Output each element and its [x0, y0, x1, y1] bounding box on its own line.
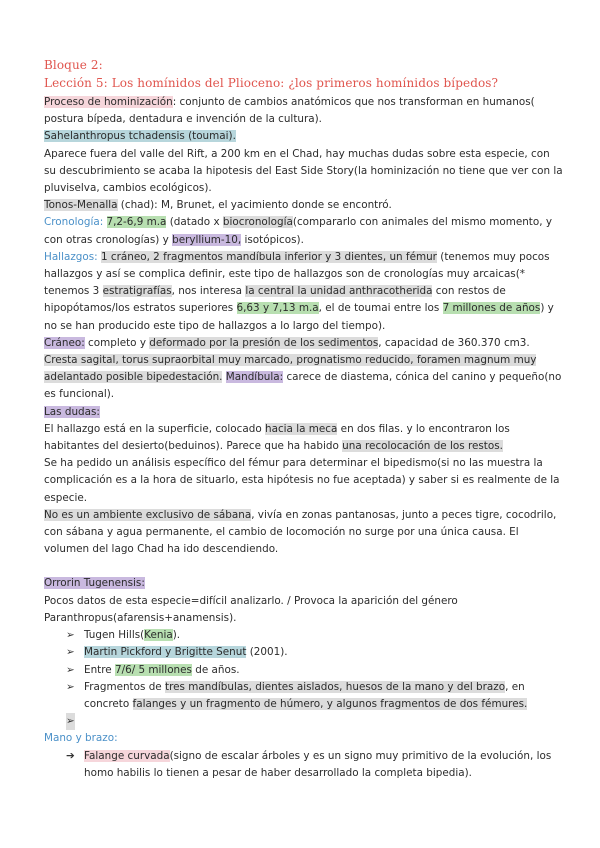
- label-craneo: Cráneo:: [44, 336, 85, 349]
- text: El hallazgo está en la superficie, colocado: [44, 422, 265, 435]
- text: , en concreto: [84, 680, 525, 710]
- highlight: una recolocación de los restos.: [342, 440, 503, 453]
- text: completo y: [84, 336, 150, 349]
- species-name: Orrorin Tugenensis:: [44, 577, 145, 590]
- species-heading-orrorin: [44, 575, 564, 592]
- species-name: Sahelanthropus tchadensis (toumai).: [44, 130, 236, 143]
- paragraph-yacimiento: [44, 197, 564, 214]
- text: de años.: [191, 663, 240, 676]
- highlight: biocronología: [222, 216, 293, 229]
- arrowhead-bullet-icon: ➢: [66, 713, 75, 730]
- label-mano-brazo: [44, 730, 564, 747]
- list-item: [66, 748, 564, 782]
- document-page: [44, 56, 564, 782]
- label-hallazgos: Hallazgos:: [44, 250, 98, 263]
- list-item: [66, 644, 564, 661]
- arrow-bullet-icon: ➔: [66, 749, 75, 762]
- highlight: Las dudas:: [44, 405, 100, 418]
- text: isotópicos).: [241, 233, 304, 246]
- text: Tugen Hills(: [84, 629, 145, 642]
- arrowhead-bullet-icon: ➢: [66, 629, 75, 642]
- highlight: 7 millones de años: [442, 302, 541, 315]
- highlight: beryllium-10,: [172, 233, 242, 246]
- label-dudas: [44, 404, 564, 421]
- highlight: falanges y un fragmento de húmero, y algunos fragmentos de dos fémures.: [132, 697, 528, 710]
- list-item-empty: [66, 713, 564, 730]
- highlight: 7,2-6,9 m.a: [106, 216, 167, 229]
- paragraph-cronologia: [44, 214, 564, 248]
- text: Entre: [84, 663, 115, 676]
- text: ).: [172, 629, 181, 642]
- text: (signo de escalar árboles y es un signo muy primitivo de la evolución, los homo habilis lo tienen a pesar de haber desarrollado la completa bipedia).: [84, 749, 552, 779]
- text: (compararlo con animales del mismo momento, y con otras cronologías) y: [44, 216, 552, 246]
- label-mandibula: Mandíbula:: [225, 371, 284, 384]
- highlight: No es un ambiente exclusivo de sábana: [44, 508, 252, 521]
- paragraph-craneo: [44, 335, 564, 404]
- paragraph-hallazgo-superficie: [44, 421, 564, 455]
- paragraph-femur: Se ha pedido un análisis específico del fémur para determinar el bipedismo(si no las muestra la complicación es a la hora de situarlo, esta hipótesis no fue aceptada) y saber si es realmente de la especie.: [44, 457, 560, 504]
- text: Fragmentos de: [84, 680, 165, 693]
- highlight: estratigrafías: [102, 285, 172, 298]
- arrowhead-bullet-icon: ➢: [66, 680, 75, 693]
- mano-list: [44, 748, 564, 782]
- arrowhead-bullet-icon: ➢: [66, 646, 75, 659]
- lesson-title: Lección 5: Los homínidos del Plioceno: ¿los primeros homínidos bípedos?: [44, 76, 499, 90]
- term-hominizacion: Proceso de hominización: [44, 96, 173, 108]
- paragraph-hominizacion: [44, 94, 564, 128]
- list-item: [66, 627, 564, 644]
- highlight: Cresta sagital, torus supraorbital muy marcado, prognatismo reducido, foramen magnum muy adelantado posible bipedestación.: [44, 354, 537, 384]
- highlight: 6,63 y 7,13 m.a: [236, 302, 319, 315]
- paragraph-orrorin: Pocos datos de esta especie=difícil analizarlo. / Provoca la aparición del género Paranthropus(afarensis+anamensis).: [44, 594, 458, 624]
- text: : conjunto de cambios anatómicos que nos transforman en humanos( postura bípeda, dentadura e invención de la cultura).: [44, 96, 535, 126]
- highlight: tres mandíbulas, dientes aislados, huesos de la mano y del brazo: [165, 680, 506, 693]
- text: ) y no se han producido este tipo de hallazgos a lo largo del tiempo).: [44, 302, 554, 332]
- highlight: Martin Pickford y Brigitte Senut: [84, 646, 247, 659]
- highlight: deformado por la presión de los sedimentos: [149, 336, 379, 349]
- text: en dos filas. y lo encontraron los habitantes del desierto(beduinos). Parece que ha habido: [44, 422, 510, 453]
- text: carece de diastema, cónica del canino y pequeño(no es funcional).: [44, 371, 562, 401]
- highlight: 7/6/ 5 millones: [114, 663, 192, 676]
- highlight: hacia la meca: [265, 422, 338, 435]
- text: (2001).: [246, 646, 288, 659]
- site-name: Tonos-Menalla: [44, 199, 118, 212]
- paragraph-ambiente: [44, 507, 564, 559]
- text: con restos de hipopótamos/los estratos superiores: [44, 285, 506, 315]
- highlight: 1 cráneo, 2 fragmentos mandíbula inferior y 3 dientes, un fémur: [100, 250, 437, 263]
- label-cronologia: Cronología:: [44, 216, 104, 229]
- species-heading-sahelanthropus: [44, 128, 564, 145]
- orrorin-list: [44, 627, 564, 730]
- text: (datado x: [166, 216, 223, 229]
- block-heading: Bloque 2:: [44, 58, 103, 72]
- arrowhead-bullet-icon: ➢: [66, 663, 75, 676]
- text: , vivía en zonas pantanosas, junto a peces tigre, cocodrilo, con sábana y agua permanente, el cambio de locomoción no surge por una única causa. El volumen del lago Chad ha ido descendiendo.: [44, 508, 557, 556]
- text: (tenemos muy pocos hallazgos y así se complica definir, este tipo de hallazgos son de cronologías muy arcaicas(* tenemos 3: [44, 250, 550, 298]
- spacer: [44, 558, 564, 575]
- text: , el de toumai entre los: [318, 302, 443, 315]
- paragraph-hallazgos: [44, 249, 564, 335]
- text: (chad): M, Brunet, el yacimiento donde se encontró.: [117, 199, 392, 212]
- label: Mano y brazo:: [44, 732, 118, 745]
- text: , nos interesa: [171, 285, 246, 298]
- highlight: Falange curvada: [84, 749, 170, 762]
- paragraph-rift: Aparece fuera del valle del Rift, a 200 km en el Chad, hay muchas dudas sobre esta especie, con su descubrimiento se acaba la hipotesis del East Side Story(la hominización no tiene que ver con la pluviselva, cambios ecológicos).: [44, 147, 563, 195]
- list-item: [66, 679, 564, 713]
- text: , capacidad de 360.370 cm3.: [378, 336, 530, 349]
- list-item: [66, 662, 564, 679]
- highlight: la central la unidad anthracotherida: [245, 285, 433, 298]
- highlight: Kenia: [144, 629, 173, 642]
